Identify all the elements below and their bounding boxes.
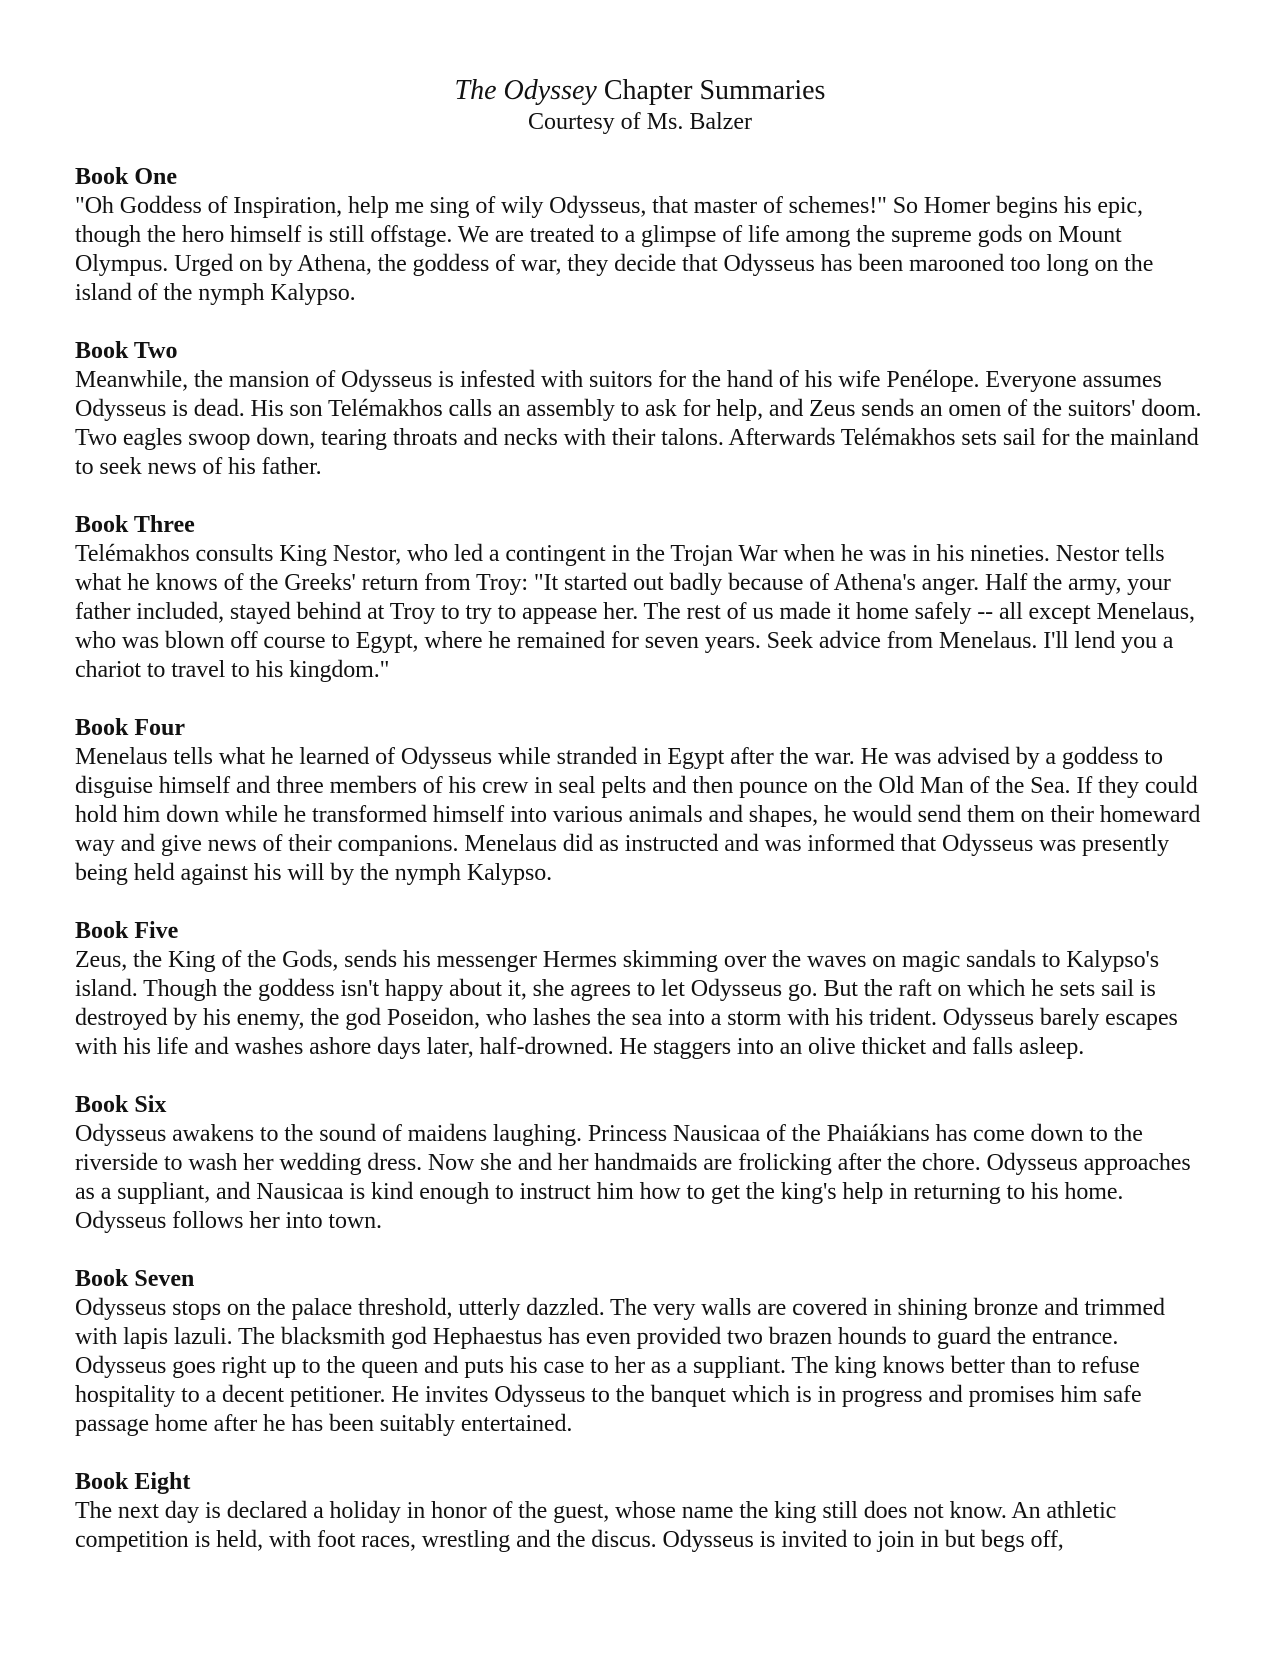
section-book-two: [75, 337, 1205, 482]
section-text: Meanwhile, the mansion of Odysseus is infested with suitors for the hand of his wife Penélope. Everyone assumes Odysseus is dead. His son Telémakhos calls an assembly to ask for help, and Zeus sends an omen of the suitors' doom. Two eagles swoop down, tearing throats and necks with their talons. Afterwards Telémakhos sets sail for the mainland to seek news of his father.: [75, 367, 1202, 480]
section-heading: Book Six: [75, 1092, 167, 1118]
section-book-four: [75, 714, 1205, 888]
section-heading: Book One: [75, 164, 178, 190]
section-text: Odysseus awakens to the sound of maidens laughing. Princess Nausicaa of the Phaiákians has come down to the riverside to wash her wedding dress. Now she and her handmaids are frolicking after the chore. Odysseus approaches as a suppliant, and Nausicaa is kind enough to instruct him how to get the king's help in returning to his home. Odysseus follows her into town.: [75, 1121, 1191, 1234]
section-text: Zeus, the King of the Gods, sends his messenger Hermes skimming over the waves on magic sandals to Kalypso's island. Though the goddess isn't happy about it, she agrees to let Odysseus go. But the raft on which he sets sail is destroyed by his enemy, the god Poseidon, who lashes the sea into a storm with his trident. Odysseus barely escapes with his life and washes ashore days later, half-drowned. He staggers into an olive thicket and falls asleep.: [75, 947, 1178, 1060]
document-page: [75, 74, 1205, 1584]
section-book-eight: [75, 1468, 1205, 1555]
document-subtitle: Courtesy of Ms. Balzer: [528, 109, 752, 135]
section-heading: Book Three: [75, 512, 195, 538]
title-block: [75, 74, 1205, 137]
title-rest: Chapter Summaries: [596, 75, 826, 106]
title-italic: The Odyssey: [454, 75, 597, 106]
section-heading: Book Eight: [75, 1469, 191, 1495]
document-title: [75, 74, 1205, 108]
section-heading: Book Four: [75, 715, 186, 741]
section-text: Odysseus stops on the palace threshold, utterly dazzled. The very walls are covered in shining bronze and trimmed with lapis lazuli. The blacksmith god Hephaestus has even provided two brazen hounds to guard the entrance. Odysseus goes right up to the queen and puts his case to her as a suppliant. The king knows better than to refuse hospitality to a decent petitioner. He invites Odysseus to the banquet which is in progress and promises him safe passage home after he has been suitably entertained.: [75, 1295, 1165, 1437]
section-heading: Book Five: [75, 918, 179, 944]
section-book-three: [75, 511, 1205, 685]
section-book-six: [75, 1091, 1205, 1236]
section-book-one: [75, 163, 1205, 308]
section-text: "Oh Goddess of Inspiration, help me sing of wily Odysseus, that master of schemes!" So Homer begins his epic, though the hero himself is still offstage. We are treated to a glimpse of life among the supreme gods on Mount Olympus. Urged on by Athena, the goddess of war, they decide that Odysseus has been marooned too long on the island of the nymph Kalypso.: [75, 193, 1154, 306]
section-heading: Book Two: [75, 338, 178, 364]
section-book-five: [75, 917, 1205, 1062]
section-text: Telémakhos consults King Nestor, who led a contingent in the Trojan War when he was in his nineties. Nestor tells what he knows of the Greeks' return from Troy: "It started out badly because of Athena's anger. Half the army, your father included, stayed behind at Troy to try to appease her. The rest of us made it home safely -- all except Menelaus, who was blown off course to Egypt, where he remained for seven years. Seek advice from Menelaus. I'll lend you a chariot to travel to his kingdom.": [75, 541, 1195, 683]
section-text: Menelaus tells what he learned of Odysseus while stranded in Egypt after the war. He was advised by a goddess to disguise himself and three members of his crew in seal pelts and then pounce on the Old Man of the Sea. If they could hold him down while he transformed himself into various animals and shapes, he would send them on their homeward way and give news of their companions. Menelaus did as instructed and was informed that Odysseus was presently being held against his will by the nymph Kalypso.: [75, 744, 1201, 886]
section-text: The next day is declared a holiday in honor of the guest, whose name the king still does not know. An athletic competition is held, with foot races, wrestling and the discus. Odysseus is invited to join in but begs off,: [75, 1498, 1117, 1553]
section-heading: Book Seven: [75, 1266, 195, 1292]
section-book-seven: [75, 1265, 1205, 1439]
